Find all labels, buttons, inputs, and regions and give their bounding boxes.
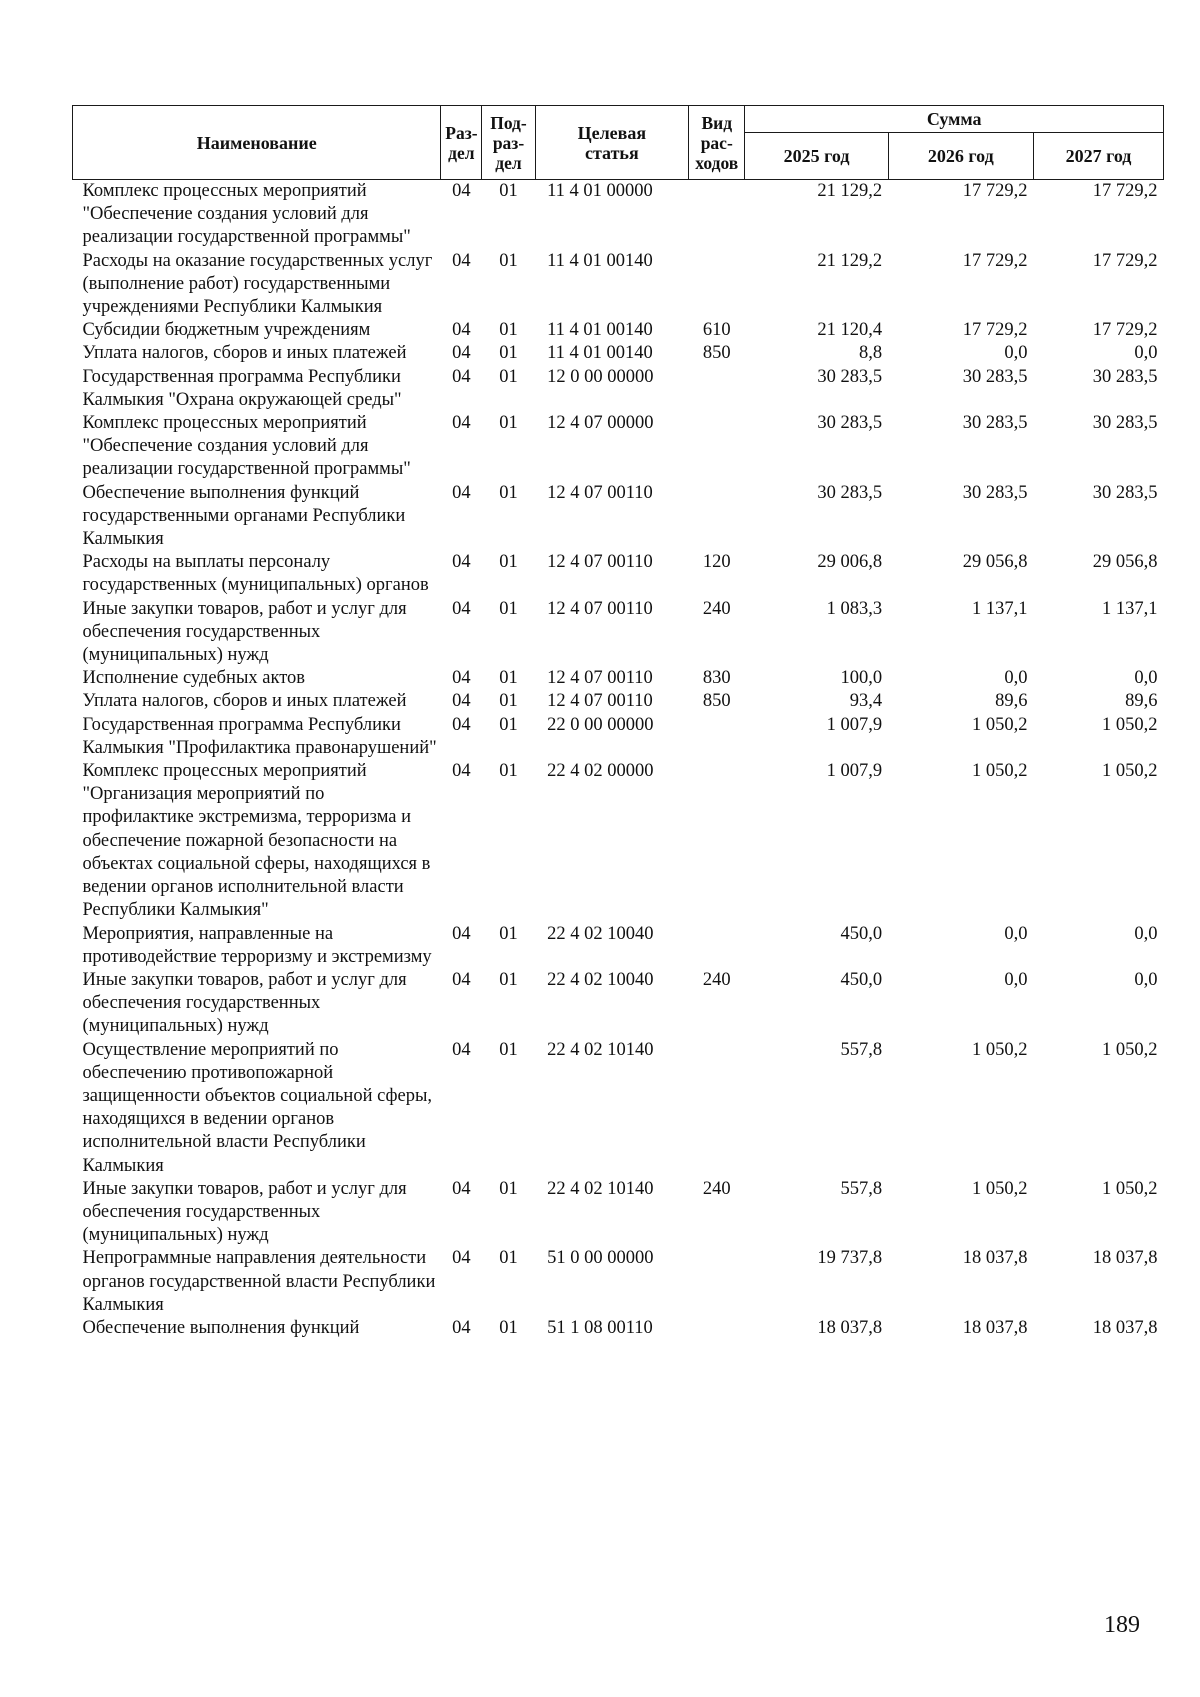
cell-podrazdel: 01 bbox=[499, 482, 518, 503]
cell-podrazdel: 01 bbox=[499, 181, 518, 201]
cell-name: Комплекс процессных мероприятий "Обеспечение создания условий для реализации государственной программы" bbox=[82, 413, 411, 480]
cell-razdel: 04 bbox=[452, 552, 471, 573]
cell-name: Обеспечение выполнения функций государственными органами Республики Калмыкия bbox=[82, 482, 406, 550]
cell-razdel: 04 bbox=[452, 1039, 471, 1060]
cell-name: Комплекс процессных мероприятий "Обеспечение создания условий для реализации государственной программы" bbox=[82, 181, 411, 248]
cell-vid bbox=[689, 760, 745, 922]
cell-2026: 89,6 bbox=[995, 691, 1028, 712]
cell-2026: 17 729,2 bbox=[962, 250, 1028, 271]
table-row bbox=[73, 180, 1164, 250]
table-row bbox=[73, 319, 1164, 342]
cell-podrazdel: 01 bbox=[499, 761, 518, 782]
cell-celevaya: 22 4 02 00000 bbox=[547, 761, 654, 782]
cell-vid: 240 bbox=[702, 598, 731, 619]
cell-2025: 21 129,2 bbox=[817, 250, 883, 271]
cell-podrazdel: 01 bbox=[499, 923, 518, 944]
cell-name: Иные закупки товаров, работ и услуг для обеспечения государственных (муниципальных) нужд bbox=[82, 598, 407, 666]
cell-celevaya: 22 4 02 10140 bbox=[547, 1178, 654, 1199]
cell-name: Непрограммные направления деятельности органов государственной власти Республики Калмыкия bbox=[82, 1248, 436, 1315]
cell-2025: 450,0 bbox=[840, 969, 883, 990]
cell-celevaya: 11 4 01 00140 bbox=[547, 250, 653, 271]
cell-podrazdel: 01 bbox=[499, 668, 518, 689]
cell-name: Уплата налогов, сборов и иных платежей bbox=[82, 691, 407, 712]
cell-podrazdel: 01 bbox=[499, 552, 518, 573]
cell-celevaya: 22 4 02 10040 bbox=[547, 969, 654, 990]
cell-razdel: 04 bbox=[452, 598, 471, 619]
cell-2025: 1 007,9 bbox=[826, 714, 883, 735]
cell-name: Иные закупки товаров, работ и услуг для обеспечения государственных (муниципальных) нужд bbox=[82, 1178, 407, 1246]
cell-2027: 30 283,5 bbox=[1092, 413, 1158, 434]
cell-celevaya: 12 4 07 00110 bbox=[547, 552, 653, 573]
table-row bbox=[73, 250, 1164, 320]
cell-podrazdel: 01 bbox=[499, 1248, 518, 1269]
cell-2025: 557,8 bbox=[840, 1039, 883, 1060]
cell-2025: 21 120,4 bbox=[817, 320, 883, 341]
table-row bbox=[73, 1247, 1164, 1317]
header-celevaya: Целевая статья bbox=[535, 106, 689, 180]
cell-2026: 0,0 bbox=[1004, 343, 1028, 364]
cell-name: Мероприятия, направленные на противодействие терроризму и экстремизму bbox=[82, 923, 432, 967]
cell-vid bbox=[689, 923, 745, 969]
cell-2025: 19 737,8 bbox=[817, 1248, 883, 1269]
cell-2027: 30 283,5 bbox=[1092, 482, 1158, 503]
cell-podrazdel: 01 bbox=[499, 366, 518, 387]
cell-2026: 0,0 bbox=[1004, 969, 1028, 990]
cell-razdel: 04 bbox=[452, 1248, 471, 1269]
cell-name: Осуществление мероприятий по обеспечению противопожарной защищенности объектов социальной сферы, находящихся в ведении органов исполнительной власти Республики Калмыкия bbox=[82, 1039, 433, 1176]
table-body bbox=[73, 180, 1164, 1341]
cell-celevaya: 11 4 01 00140 bbox=[547, 343, 653, 364]
table-row bbox=[73, 969, 1164, 1039]
table-header bbox=[73, 106, 1164, 180]
cell-celevaya: 11 4 01 00000 bbox=[547, 181, 653, 201]
cell-2026: 17 729,2 bbox=[962, 181, 1028, 201]
cell-vid: 850 bbox=[702, 343, 731, 364]
cell-vid bbox=[689, 1317, 745, 1340]
cell-celevaya: 12 4 07 00110 bbox=[547, 598, 653, 619]
cell-vid: 830 bbox=[702, 668, 731, 689]
cell-2025: 30 283,5 bbox=[817, 482, 883, 503]
cell-vid bbox=[689, 1247, 745, 1317]
header-year-2026: 2026 год bbox=[888, 133, 1033, 180]
cell-2025: 557,8 bbox=[840, 1178, 883, 1199]
cell-podrazdel: 01 bbox=[499, 1039, 518, 1060]
cell-razdel: 04 bbox=[452, 923, 471, 944]
cell-vid bbox=[689, 180, 745, 250]
header-razdel: Раз- дел bbox=[441, 106, 482, 180]
cell-podrazdel: 01 bbox=[499, 1317, 518, 1338]
document-page bbox=[72, 105, 1164, 1340]
table-row bbox=[73, 366, 1164, 412]
cell-celevaya: 12 4 07 00110 bbox=[547, 668, 653, 689]
cell-celevaya: 12 4 07 00000 bbox=[547, 413, 654, 434]
table-row bbox=[73, 1039, 1164, 1178]
cell-2026: 0,0 bbox=[1004, 668, 1028, 689]
cell-2027: 89,6 bbox=[1125, 691, 1158, 712]
cell-2027: 0,0 bbox=[1134, 969, 1158, 990]
table-row bbox=[73, 412, 1164, 482]
cell-razdel: 04 bbox=[452, 1317, 471, 1338]
header-year-2025: 2025 год bbox=[745, 133, 888, 180]
cell-razdel: 04 bbox=[452, 969, 471, 990]
cell-podrazdel: 01 bbox=[499, 691, 518, 712]
cell-2027: 17 729,2 bbox=[1092, 181, 1158, 201]
table-row bbox=[73, 598, 1164, 668]
cell-vid: 610 bbox=[702, 320, 731, 341]
cell-2025: 30 283,5 bbox=[817, 366, 883, 387]
cell-2025: 450,0 bbox=[840, 923, 883, 944]
table-row bbox=[73, 690, 1164, 713]
cell-vid: 120 bbox=[702, 552, 731, 573]
cell-podrazdel: 01 bbox=[499, 598, 518, 619]
header-podrazdel: Под- раз- дел bbox=[482, 106, 535, 180]
cell-2026: 18 037,8 bbox=[962, 1317, 1028, 1338]
cell-2026: 30 283,5 bbox=[962, 413, 1028, 434]
cell-2027: 0,0 bbox=[1134, 923, 1158, 944]
header-vid: Вид рас- ходов bbox=[689, 106, 745, 180]
cell-2026: 17 729,2 bbox=[962, 320, 1028, 341]
cell-2025: 1 007,9 bbox=[826, 761, 883, 782]
cell-razdel: 04 bbox=[452, 691, 471, 712]
cell-2025: 100,0 bbox=[840, 668, 883, 689]
page-number: 189 bbox=[1104, 1612, 1140, 1638]
cell-celevaya: 22 0 00 00000 bbox=[547, 714, 654, 735]
cell-razdel: 04 bbox=[452, 343, 471, 364]
cell-2025: 18 037,8 bbox=[817, 1317, 883, 1338]
header-name: Наименование bbox=[73, 106, 441, 180]
cell-name: Иные закупки товаров, работ и услуг для обеспечения государственных (муниципальных) нужд bbox=[82, 969, 407, 1037]
cell-celevaya: 51 0 00 00000 bbox=[547, 1248, 654, 1269]
cell-2026: 30 283,5 bbox=[962, 366, 1028, 387]
cell-razdel: 04 bbox=[452, 482, 471, 503]
cell-2026: 1 050,2 bbox=[972, 1178, 1028, 1199]
cell-celevaya: 11 4 01 00140 bbox=[547, 320, 653, 341]
cell-celevaya: 22 4 02 10040 bbox=[547, 923, 654, 944]
cell-podrazdel: 01 bbox=[499, 250, 518, 271]
cell-podrazdel: 01 bbox=[499, 1178, 518, 1199]
cell-podrazdel: 01 bbox=[499, 714, 518, 735]
cell-2027: 0,0 bbox=[1134, 343, 1158, 364]
cell-name: Обеспечение выполнения функций bbox=[82, 1317, 360, 1338]
table-row bbox=[73, 667, 1164, 690]
cell-name: Комплекс процессных мероприятий "Организация мероприятий по профилактике экстремизма, терроризма и обеспечение пожарной безопасности на объектах социальной сферы, находящихся в ведении органов исполнительной власти Республики Калмыкия" bbox=[82, 761, 431, 921]
cell-2026: 29 056,8 bbox=[962, 552, 1028, 573]
cell-razdel: 04 bbox=[452, 668, 471, 689]
cell-2027: 0,0 bbox=[1134, 668, 1158, 689]
table-row bbox=[73, 342, 1164, 365]
cell-vid bbox=[689, 366, 745, 412]
cell-2027: 1 050,2 bbox=[1102, 761, 1158, 782]
cell-name: Расходы на оказание государственных услуг (выполнение работ) государственными учреждениями Республики Калмыкия bbox=[82, 250, 433, 318]
cell-vid bbox=[689, 250, 745, 320]
cell-name: Уплата налогов, сборов и иных платежей bbox=[82, 343, 407, 364]
cell-name: Субсидии бюджетным учреждениям bbox=[82, 320, 371, 341]
cell-2025: 93,4 bbox=[849, 691, 883, 712]
cell-2025: 8,8 bbox=[859, 343, 883, 364]
table-row bbox=[73, 1317, 1164, 1340]
cell-2026: 1 050,2 bbox=[972, 714, 1028, 735]
cell-2026: 18 037,8 bbox=[962, 1248, 1028, 1269]
cell-razdel: 04 bbox=[452, 761, 471, 782]
cell-vid: 240 bbox=[702, 1178, 731, 1199]
table-row bbox=[73, 1178, 1164, 1248]
cell-razdel: 04 bbox=[452, 320, 471, 341]
cell-2026: 30 283,5 bbox=[962, 482, 1028, 503]
cell-razdel: 04 bbox=[452, 250, 471, 271]
cell-vid bbox=[689, 412, 745, 482]
cell-2025: 1 083,3 bbox=[826, 598, 883, 619]
cell-vid: 240 bbox=[702, 969, 731, 990]
table-row bbox=[73, 923, 1164, 969]
cell-2027: 29 056,8 bbox=[1092, 552, 1158, 573]
cell-vid bbox=[689, 482, 745, 552]
cell-razdel: 04 bbox=[452, 1178, 471, 1199]
cell-name: Государственная программа Республики Калмыкия "Охрана окружающей среды" bbox=[82, 366, 402, 410]
table-row bbox=[73, 760, 1164, 922]
cell-2026: 1 137,1 bbox=[972, 598, 1028, 619]
cell-name: Исполнение судебных актов bbox=[82, 668, 306, 689]
cell-podrazdel: 01 bbox=[499, 969, 518, 990]
cell-2027: 18 037,8 bbox=[1092, 1317, 1158, 1338]
cell-2027: 18 037,8 bbox=[1092, 1248, 1158, 1269]
cell-2025: 30 283,5 bbox=[817, 413, 883, 434]
cell-2026: 1 050,2 bbox=[972, 1039, 1028, 1060]
cell-razdel: 04 bbox=[452, 366, 471, 387]
cell-podrazdel: 01 bbox=[499, 320, 518, 341]
cell-name: Государственная программа Республики Калмыкия "Профилактика правонарушений" bbox=[82, 714, 437, 758]
cell-2027: 1 137,1 bbox=[1102, 598, 1158, 619]
header-summa: Сумма bbox=[745, 106, 1164, 133]
table-row bbox=[73, 482, 1164, 552]
table-row bbox=[73, 714, 1164, 760]
cell-2027: 1 050,2 bbox=[1102, 1178, 1158, 1199]
cell-vid bbox=[689, 1039, 745, 1178]
cell-name: Расходы на выплаты персоналу государственных (муниципальных) органов bbox=[82, 552, 429, 596]
cell-celevaya: 12 4 07 00110 bbox=[547, 482, 653, 503]
cell-podrazdel: 01 bbox=[499, 343, 518, 364]
cell-2025: 21 129,2 bbox=[817, 181, 883, 201]
cell-2027: 30 283,5 bbox=[1092, 366, 1158, 387]
cell-vid: 850 bbox=[702, 691, 731, 712]
cell-celevaya: 12 4 07 00110 bbox=[547, 691, 653, 712]
cell-2027: 17 729,2 bbox=[1092, 250, 1158, 271]
cell-celevaya: 22 4 02 10140 bbox=[547, 1039, 654, 1060]
cell-celevaya: 12 0 00 00000 bbox=[547, 366, 654, 387]
cell-podrazdel: 01 bbox=[499, 413, 518, 434]
cell-razdel: 04 bbox=[452, 413, 471, 434]
cell-2026: 1 050,2 bbox=[972, 761, 1028, 782]
cell-celevaya: 51 1 08 00110 bbox=[547, 1317, 653, 1338]
cell-razdel: 04 bbox=[452, 181, 471, 201]
cell-2025: 29 006,8 bbox=[817, 552, 883, 573]
cell-2026: 0,0 bbox=[1004, 923, 1028, 944]
cell-razdel: 04 bbox=[452, 714, 471, 735]
cell-2027: 17 729,2 bbox=[1092, 320, 1158, 341]
header-year-2027: 2027 год bbox=[1034, 133, 1164, 180]
cell-2027: 1 050,2 bbox=[1102, 1039, 1158, 1060]
cell-vid bbox=[689, 714, 745, 760]
budget-table bbox=[72, 105, 1164, 1340]
cell-2027: 1 050,2 bbox=[1102, 714, 1158, 735]
table-row bbox=[73, 551, 1164, 597]
